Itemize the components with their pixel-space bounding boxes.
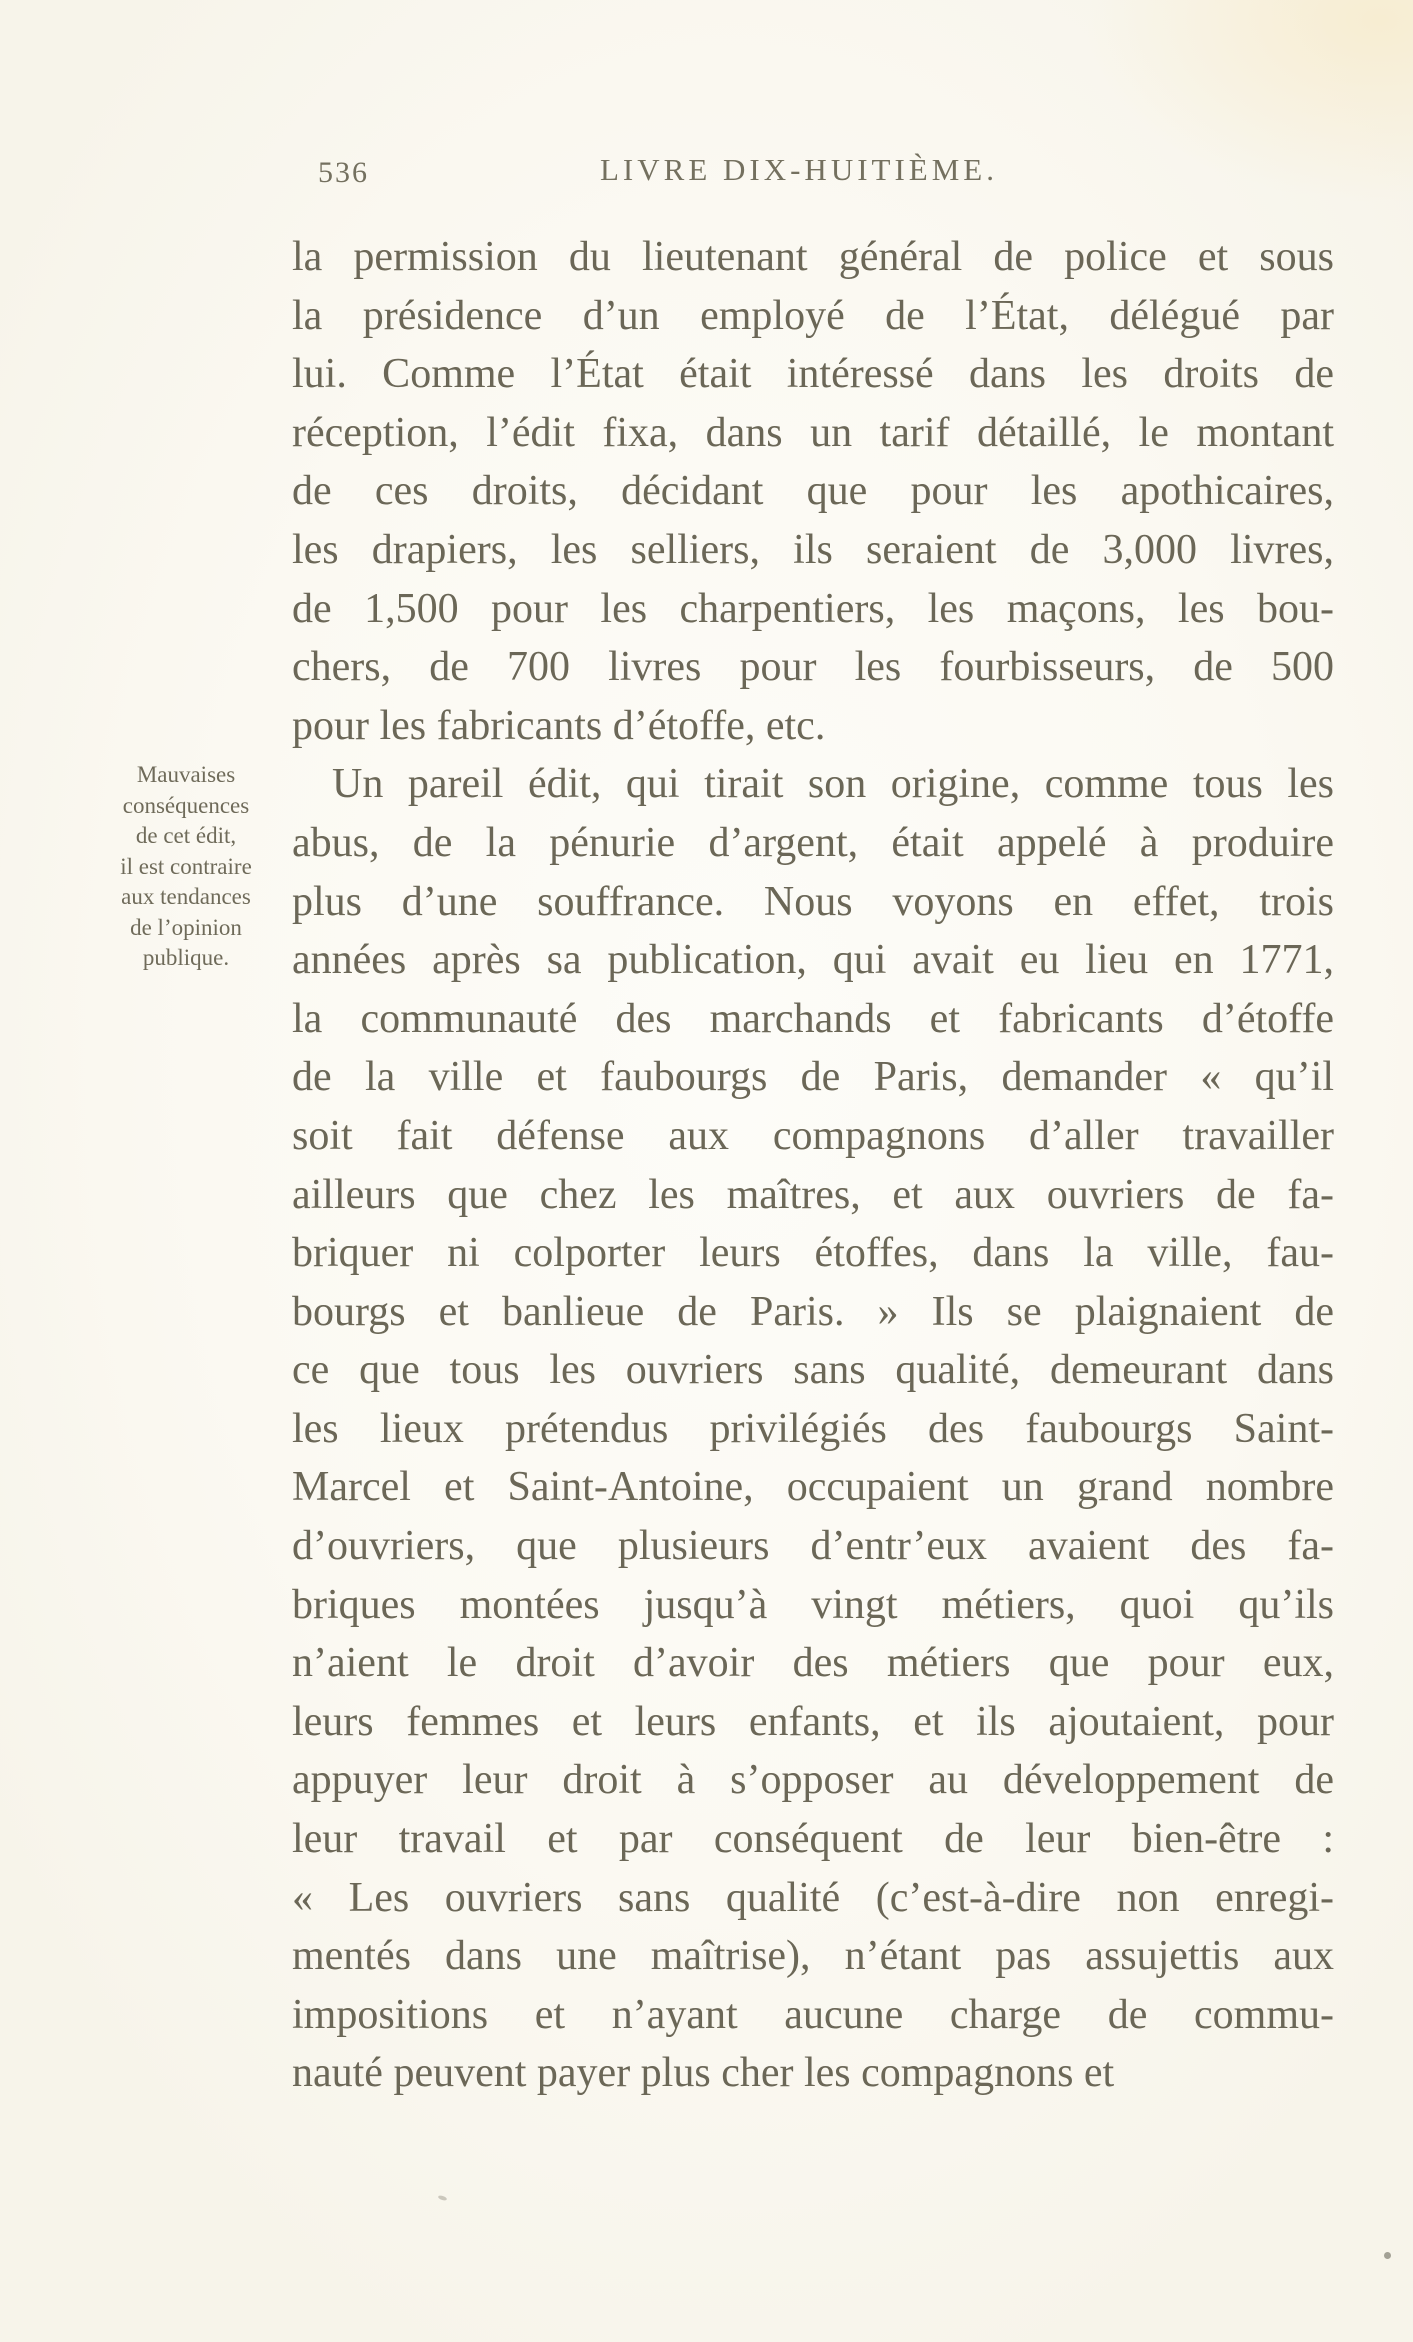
text-line: la présidence d’un employé de l’État, délégué par (292, 292, 1334, 339)
text-line: chers, de 700 livres pour les fourbisseurs, de 500 (292, 644, 1334, 691)
text-line: Marcel et Saint-Antoine, occupaient un grand nombre (292, 1464, 1334, 1511)
running-header: LIVRE DIX-HUITIÈME. (600, 152, 998, 187)
margin-note-line: publique. (142, 945, 230, 970)
margin-note-line: de cet édit, (135, 823, 237, 848)
text-line: briquer ni colporter leurs étoffes, dans la ville, fau- (292, 1230, 1334, 1277)
text-line: pour les fabricants d’étoffe, etc. (292, 702, 826, 749)
text-line: leur travail et par conséquent de leur bien-être : (292, 1816, 1334, 1863)
text-line: plus d’une souffrance. Nous voyons en effet, trois (292, 878, 1334, 925)
text-line: impositions et n’ayant aucune charge de commu- (292, 1991, 1334, 2038)
text-line: années après sa publication, qui avait eu lieu en 1771, (292, 937, 1334, 984)
text-line: de la ville et faubourgs de Paris, demander « qu’il (292, 1054, 1334, 1101)
text-line: nauté peuvent payer plus cher les compagnons et (292, 2050, 1115, 2097)
text-line: soit fait défense aux compagnons d’aller travailler (292, 1112, 1334, 1159)
text-line: lui. Comme l’État était intéressé dans les droits de (292, 351, 1334, 398)
text-line: de ces droits, décidant que pour les apothicaires, (292, 468, 1334, 515)
text-line: bourgs et banlieue de Paris. » Ils se plaignaient de (292, 1288, 1334, 1335)
margin-note-line: conséquences (122, 792, 250, 818)
main-text-block (292, 228, 1334, 2103)
text-line: réception, l’édit fixa, dans un tarif détaillé, le montant (292, 409, 1334, 456)
text-line: briques montées jusqu’à vingt métiers, quoi qu’ils (292, 1581, 1334, 1628)
text-line: appuyer leur droit à s’opposer au développement de (292, 1757, 1334, 1804)
text-line: la permission du lieutenant général de police et sous (292, 234, 1334, 280)
text-line: ailleurs que chez les maîtres, et aux ouvriers de fa- (292, 1171, 1334, 1218)
scan-speck (1384, 2252, 1391, 2259)
text-line: mentés dans une maîtrise), n’étant pas assujettis aux (292, 1933, 1334, 1980)
page-number: 536 (318, 156, 369, 189)
text-line: Un pareil édit, qui tirait son origine, comme tous les (332, 761, 1334, 808)
margin-note-line: aux tendances (121, 884, 251, 909)
text-line: la communauté des marchands et fabricants d’étoffe (292, 995, 1334, 1042)
text-line: abus, de la pénurie d’argent, était appelé à produire (292, 819, 1334, 866)
margin-note-line: de l’opinion (130, 914, 242, 940)
text-line: les drapiers, les selliers, ils seraient de 3,000 livres, (292, 526, 1334, 573)
margin-note (78, 760, 294, 974)
text-line: de 1,500 pour les charpentiers, les maçons, les bou- (292, 585, 1334, 632)
text-line: d’ouvriers, que plusieurs d’entr’eux avaient des fa- (292, 1523, 1334, 1570)
text-line: n’aient le droit d’avoir des métiers que pour eux, (292, 1640, 1334, 1687)
text-line: « Les ouvriers sans qualité (c’est-à-dire non enregi- (292, 1874, 1334, 1921)
text-line: leurs femmes et leurs enfants, et ils ajoutaient, pour (292, 1698, 1334, 1745)
scan-speck (438, 2195, 448, 2202)
text-line: ce que tous les ouvriers sans qualité, demeurant dans (292, 1347, 1334, 1394)
margin-note-line: Mauvaises (136, 762, 236, 787)
margin-note-line: il est contraire (120, 853, 252, 879)
text-line: les lieux prétendus privilégiés des faubourgs Saint- (292, 1405, 1334, 1452)
